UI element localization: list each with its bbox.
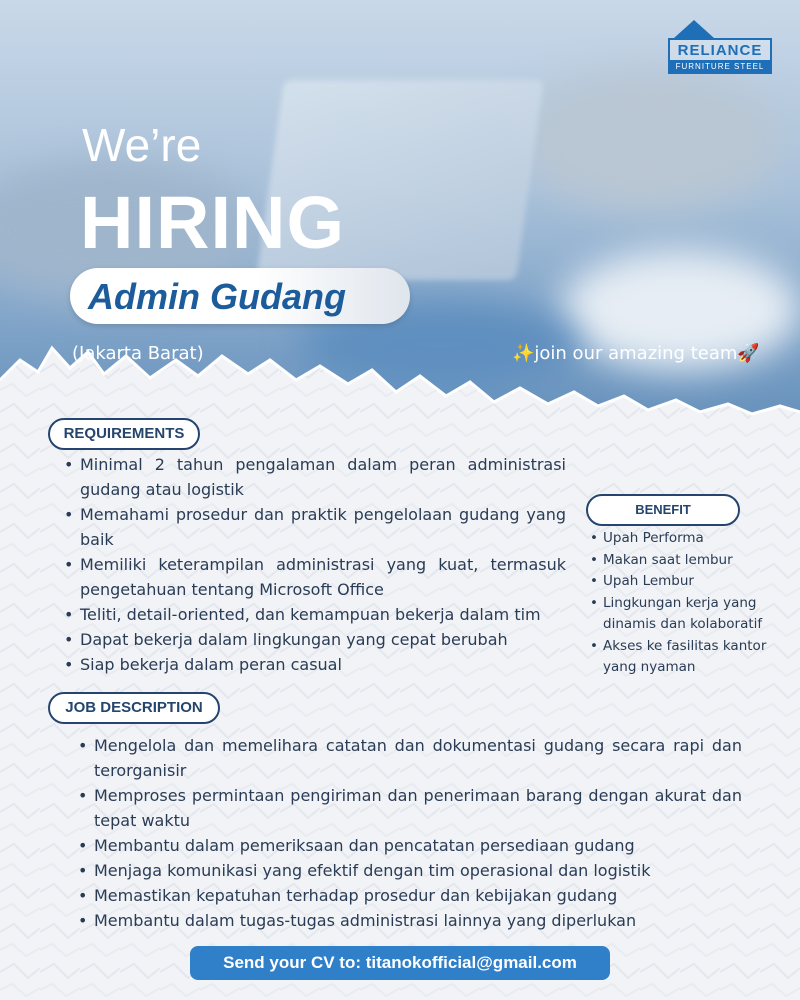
- house-roof-icon: [674, 20, 714, 38]
- benefit-item: • Upah Lembur: [588, 571, 770, 593]
- logo-subtitle: FURNITURE STEEL: [668, 60, 772, 74]
- job-description-list: [76, 733, 742, 933]
- job-description-item: • Membantu dalam pemeriksaan dan pencatatan persediaan gudang: [76, 833, 742, 858]
- job-role-title: Admin Gudang: [88, 276, 346, 317]
- requirement-item: • Minimal 2 tahun pengalaman dalam peran administrasi gudang atau logistik: [62, 452, 566, 502]
- logo-name: RELIANCE: [677, 42, 763, 59]
- requirement-item: • Dapat bekerja dalam lingkungan yang cepat berubah: [62, 627, 566, 652]
- job-description-item: • Mengelola dan memelihara catatan dan dokumentasi gudang secara rapi dan terorganisir: [76, 733, 742, 783]
- job-description-item: • Membantu dalam tugas-tugas administrasi lainnya yang diperlukan: [76, 908, 742, 933]
- job-description-item: • Menjaga komunikasi yang efektif dengan tim operasional dan logistik: [76, 858, 742, 883]
- job-location: (Jakarta Barat): [72, 343, 204, 364]
- join-tagline: ✨join our amazing team🚀: [512, 343, 760, 364]
- requirement-item: • Memahami prosedur dan praktik pengelolaan gudang yang baik: [62, 502, 566, 552]
- job-description-heading: JOB DESCRIPTION: [48, 692, 220, 724]
- requirements-list: [62, 452, 566, 677]
- headline-were: We’re: [82, 119, 202, 171]
- benefit-item: • Makan saat lembur: [588, 550, 770, 572]
- job-description-item: • Memastikan kepatuhan terhadap prosedur dan kebijakan gudang: [76, 883, 742, 908]
- send-cv-email-banner[interactable]: Send your CV to: titanokofficial@gmail.com: [190, 946, 610, 980]
- requirements-heading: REQUIREMENTS: [48, 418, 200, 450]
- job-description-item: • Memproses permintaan pengiriman dan penerimaan barang dengan akurat dan tepat waktu: [76, 783, 742, 833]
- benefit-item: • Akses ke fasilitas kantor yang nyaman: [588, 636, 770, 679]
- requirement-item: • Memiliki keterampilan administrasi yang kuat, termasuk pengetahuan tentang Microsoft Office: [62, 552, 566, 602]
- headline-hiring: HIRING: [80, 181, 345, 264]
- benefit-heading: BENEFIT: [586, 494, 740, 526]
- requirement-item: • Teliti, detail-oriented, dan kemampuan bekerja dalam tim: [62, 602, 566, 627]
- requirement-item: • Siap bekerja dalam peran casual: [62, 652, 566, 677]
- benefit-list: [588, 528, 770, 679]
- benefit-item: • Lingkungan kerja yang dinamis dan kolaboratif: [588, 593, 770, 636]
- benefit-item: • Upah Performa: [588, 528, 770, 550]
